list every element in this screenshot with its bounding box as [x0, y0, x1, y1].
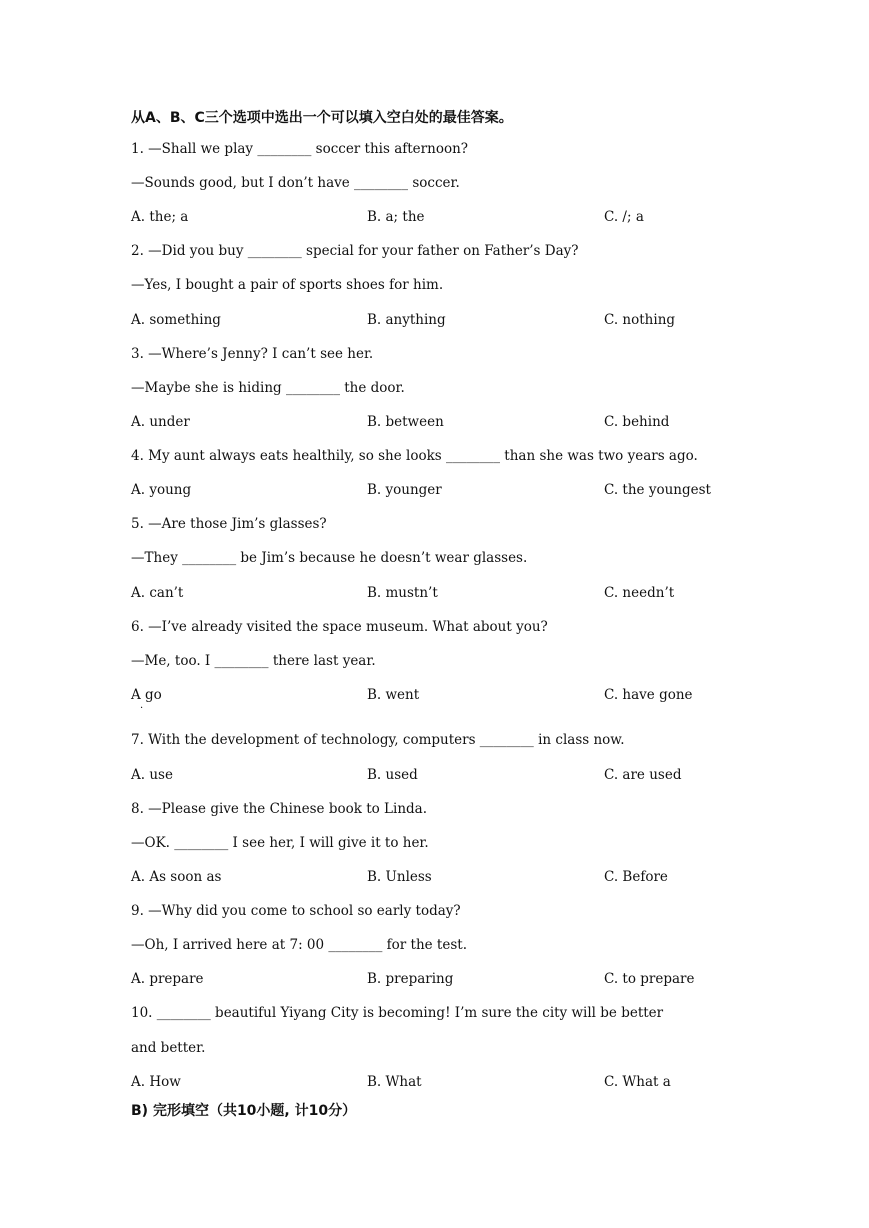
- question-9-option-a: A. prepare: [131, 971, 204, 987]
- question-5-options: [131, 583, 751, 603]
- question-2-option-c: C. nothing: [604, 312, 676, 328]
- question-2-option-b: B. anything: [367, 312, 446, 328]
- question-1-option-c: C. /; a: [604, 209, 644, 225]
- question-3-option-a: A. under: [131, 414, 190, 430]
- question-10-option-a: A. How: [131, 1074, 181, 1090]
- question-1-options: [131, 207, 751, 227]
- question-1-option-b: B. a; the: [367, 209, 425, 225]
- question-2-options: [131, 310, 751, 330]
- question-1-line-2: —Sounds good, but I don’t have ________ soccer.: [131, 175, 460, 191]
- question-5-line-1: 5. —Are those Jim’s glasses?: [131, 516, 327, 532]
- question-10-line-2: and better.: [131, 1040, 206, 1056]
- question-2-line-1: 2. —Did you buy ________ special for your father on Father’s Day?: [131, 243, 579, 259]
- question-10-option-b: B. What: [367, 1074, 422, 1090]
- question-9-option-c: C. to prepare: [604, 971, 695, 987]
- question-6-option-a: A go: [131, 687, 162, 703]
- question-3-line-1: 3. —Where’s Jenny? I can’t see her.: [131, 346, 374, 362]
- question-6-options: [131, 685, 751, 705]
- question-6-line-2: —Me, too. I ________ there last year.: [131, 653, 376, 669]
- question-5-option-a: A. can’t: [131, 585, 184, 601]
- question-7-options: [131, 765, 751, 785]
- question-2-option-a: A. something: [131, 312, 221, 328]
- question-9-options: [131, 969, 751, 989]
- question-8-option-b: B. Unless: [367, 869, 432, 885]
- question-10-line-1: 10. ________ beautiful Yiyang City is becoming! I’m sure the city will be better: [131, 1005, 664, 1021]
- question-8-options: [131, 867, 751, 887]
- question-4-line-1: 4. My aunt always eats healthily, so she looks ________ than she was two years ago.: [131, 448, 698, 464]
- question-9-line-1: 9. —Why did you come to school so early today?: [131, 903, 461, 919]
- question-10-option-c: C. What a: [604, 1074, 671, 1090]
- question-9-line-2: —Oh, I arrived here at 7: 00 ________ for the test.: [131, 937, 467, 953]
- question-7-option-a: A. use: [131, 767, 173, 783]
- question-1-line-1: 1. —Shall we play ________ soccer this afternoon?: [131, 141, 469, 157]
- question-6-line-1: 6. —I’ve already visited the space museum. What about you?: [131, 619, 548, 635]
- question-8-line-2: —OK. ________ I see her, I will give it to her.: [131, 835, 429, 851]
- question-7-line-1: 7. With the development of technology, computers ________ in class now.: [131, 732, 625, 748]
- question-2-line-2: —Yes, I bought a pair of sports shoes for him.: [131, 277, 444, 293]
- question-3-options: [131, 412, 751, 432]
- question-8-line-1: 8. —Please give the Chinese book to Linda.: [131, 801, 427, 817]
- stray-dot: ·: [140, 703, 144, 714]
- question-6-option-b: B. went: [367, 687, 420, 703]
- question-8-option-a: A. As soon as: [131, 869, 222, 885]
- question-4-option-b: B. younger: [367, 482, 442, 498]
- question-10-options: [131, 1072, 751, 1092]
- question-8-option-c: C. Before: [604, 869, 668, 885]
- question-3-option-b: B. between: [367, 414, 444, 430]
- section-b-title: B) 完形填空（共10小题, 计10分）: [131, 1103, 357, 1119]
- question-7-option-c: C. are used: [604, 767, 682, 783]
- question-3-line-2: —Maybe she is hiding ________ the door.: [131, 380, 405, 396]
- question-4-option-a: A. young: [131, 482, 192, 498]
- question-4-options: [131, 480, 751, 500]
- question-6-option-c: C. have gone: [604, 687, 693, 703]
- question-1-option-a: A. the; a: [131, 209, 189, 225]
- question-9-option-b: B. preparing: [367, 971, 454, 987]
- question-5-line-2: —They ________ be Jim’s because he doesn’t wear glasses.: [131, 550, 528, 566]
- question-3-option-c: C. behind: [604, 414, 670, 430]
- instruction: 从A、B、C三个选项中选出一个可以填入空白处的最佳答案。: [131, 110, 513, 126]
- question-5-option-c: C. needn’t: [604, 585, 675, 601]
- question-7-option-b: B. used: [367, 767, 418, 783]
- question-4-option-c: C. the youngest: [604, 482, 711, 498]
- question-5-option-b: B. mustn’t: [367, 585, 438, 601]
